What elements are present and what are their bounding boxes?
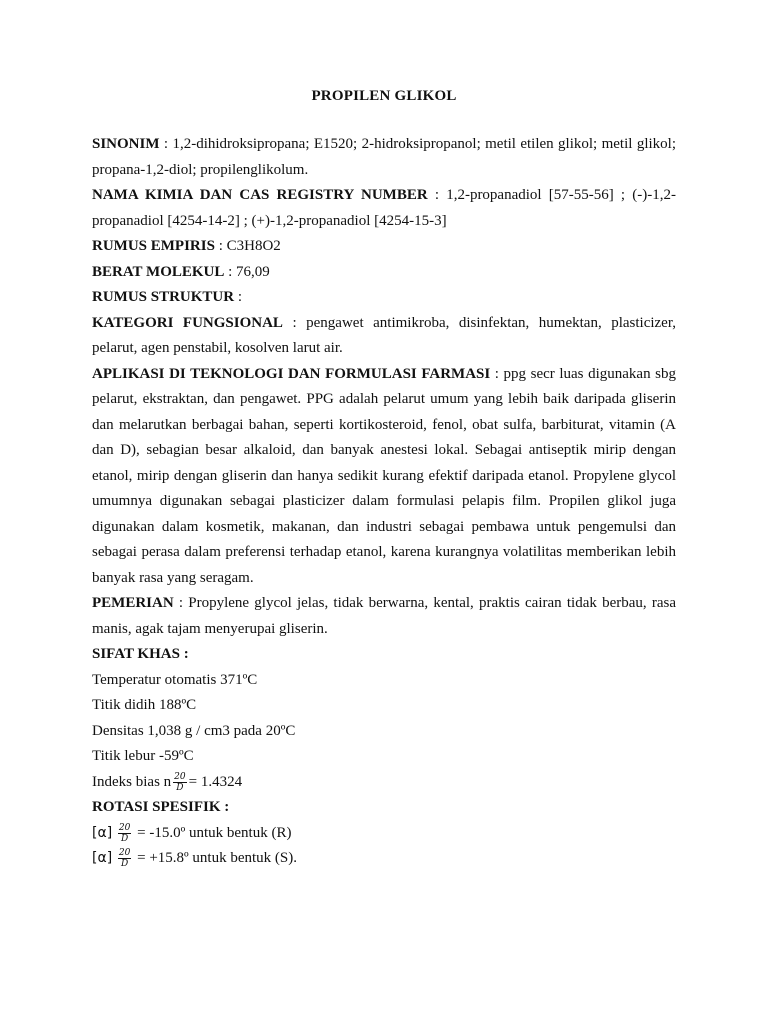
sifat-khas-label: SIFAT KHAS : [92, 646, 189, 662]
fraction-numerator: 20 [118, 822, 131, 833]
fraction-denominator: D [176, 782, 184, 793]
sifat-khas-heading [92, 642, 676, 668]
sifat-item: Titik didih 188ºC [92, 697, 197, 713]
rumus-struktur-line [92, 285, 676, 311]
kategori-label: KATEGORI FUNGSIONAL [92, 314, 283, 331]
sifat-item: Densitas 1,038 g / cm3 pada 20ºC [92, 722, 296, 739]
berat-molekul-value: : 76,09 [224, 263, 270, 280]
rumus-struktur-value: : [234, 289, 243, 305]
sinonim-text: : 1,2-dihidroksipropana; E1520; 2-hidroksipropanol; metil etilen glikol; metil glikol; propana-1,2-diol; propilenglikolum. [92, 136, 676, 178]
rotasi-value: = -15.0º untuk bentuk (R) [133, 824, 292, 841]
alpha-symbol: [α] [92, 850, 113, 866]
rumus-empiris-label: RUMUS EMPIRIS [92, 238, 215, 254]
berat-molekul-label: BERAT MOLEKUL [92, 263, 225, 280]
indeks-bias-prefix: Indeks bias n [92, 773, 172, 790]
rotasi-fraction [118, 823, 131, 844]
nama-kimia-label: NAMA KIMIA DAN CAS REGISTRY NUMBER [92, 187, 428, 203]
document-body [92, 132, 676, 872]
rumus-empiris-value: : C3H8O2 [214, 238, 281, 254]
berat-molekul-line [92, 260, 676, 286]
rotasi-label: ROTASI SPESIFIK : [92, 799, 230, 815]
aplikasi-label: APLIKASI DI TEKNOLOGI DAN FORMULASI FARMASI [92, 365, 491, 382]
fraction-numerator: 20 [174, 771, 186, 782]
fraction-numerator: 20 [118, 848, 131, 859]
nama-kimia-text: : 1,2-propanadiol [57-55-56] ; (-)-1,2-propanadiol [4254-14-2] ; (+)-1,2-propanadiol [4254-15-3] [92, 187, 676, 229]
sinonim-label: SINONIM [92, 136, 160, 152]
indeks-bias-value: = 1.4324 [188, 773, 243, 790]
alpha-symbol: [α] [92, 824, 113, 841]
pemerian-paragraph [92, 591, 676, 642]
rumus-empiris-line [92, 234, 676, 260]
indeks-bias-line [92, 770, 676, 796]
aplikasi-text: : ppg secr luas digunakan sbg pelarut, ekstraktan, dan pengawet. PPG adalah pelarut umum yang lebih baik daripada gliserin dan melarutkan berbagai bahan, seperti kortikosteroid, fenol, obat sulfa, barbiturat, vitamin (A dan D), sebagian besar alkaloid, dan banyak anestesi lokal. Sebagai antiseptik mirip dengan etanol, mirip dengan gliserin dan hanya sedikit kurang efektif daripada etanol. Propylene glycol umumnya digunakan sebagai plasticizer dalam formulasi pelapis film. Propilen glikol juga digunakan dalam kosmetik, makanan, dan industri sebagai pembawa untuk pengemulsi dan sebagai perasa dalam preferensi terhadap etanol, karena kurangnya volatilitas memberikan lebih banyak rasa yang seragam. [92, 365, 676, 586]
pemerian-text: : Propylene glycol jelas, tidak berwarna, kental, praktis cairan tidak berbau, rasa manis, agak tajam menyerupai gliserin. [92, 595, 676, 637]
page-title: PROPILEN GLIKOL [311, 88, 457, 104]
sifat-item: Temperatur otomatis 371ºC [92, 671, 258, 688]
pemerian-label: PEMERIAN [92, 595, 174, 611]
nama-kimia-paragraph [92, 183, 676, 234]
kategori-paragraph [92, 311, 676, 362]
rotasi-fraction [118, 848, 131, 869]
rotasi-row [92, 846, 676, 872]
rotasi-heading [92, 795, 676, 821]
sifat-item: Titik lebur -59ºC [92, 748, 194, 764]
aplikasi-paragraph [92, 362, 676, 592]
rumus-struktur-label: RUMUS STRUKTUR [92, 289, 235, 305]
fraction-denominator: D [121, 859, 129, 870]
indeks-bias-fraction [173, 772, 186, 793]
fraction-denominator: D [121, 833, 129, 844]
rotasi-value: = +15.8º untuk bentuk (S). [133, 850, 298, 866]
rotasi-row [92, 821, 676, 847]
kategori-text: : pengawet antimikroba, disinfektan, humektan, plasticizer, pelarut, agen penstabil, kosolven larut air. [92, 314, 676, 356]
sinonim-paragraph [92, 132, 676, 183]
